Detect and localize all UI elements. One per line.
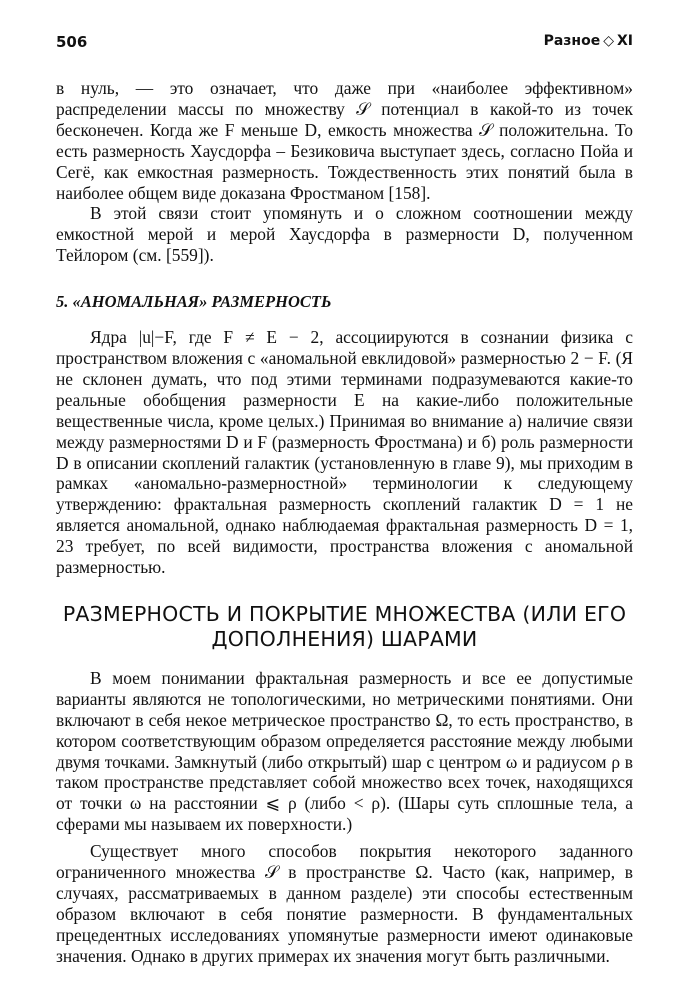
chapter-title-line-2: ДОПОЛНЕНИЯ) ШАРАМИ [211, 626, 478, 651]
section-heading: 5. «АНОМАЛЬНАЯ» РАЗМЕРНОСТЬ [56, 292, 332, 312]
running-title-text: Разное [543, 33, 601, 49]
paragraph-metric-notions: В моем понимании фрактальная размерность и все ее допустимые варианты являются не топологическими, но метрическими понятиями. Они включают в себя некое метрическое пространство Ω, то есть пространство, в котором соответствующим образом определяется расстояние между любыми двумя точками. Замкнутый (либо открытый) шар с центром ω и радиусом ρ в таком пространстве представляет собой множество всех точек, находящихся от точки ω на расстоянии ⩽ ρ (либо < ρ). (Шары суть сплошные тела, а сферами мы называем их поверхности.) [56, 667, 633, 835]
running-title [544, 33, 633, 49]
page-header [56, 33, 633, 55]
paragraph-taylor: В этой связи стоит упомянуть и о сложном соотношении между емкостной мерой и мерой Хаусдорфа в размерности D, полученном Тейлором (см. [559]). [56, 203, 633, 266]
chapter-number: XI [616, 33, 633, 49]
page-number: 506 [56, 33, 88, 51]
chapter-title [56, 602, 633, 652]
page-body [56, 78, 633, 967]
paragraph-continuation: в нуль, — это означает, что даже при «наиболее эффективном» распределении массы по множеству 𝒮 потенциал в какой-то из точек бесконечен. Когда же F меньше D, емкость множества 𝒮 положительна. То есть размерность Хаусдорфа – Безиковича выступает здесь, согласно Пойа и Сегё, как емкостная размерность. Тождественность этих понятий была в наиболее общем виде доказана Фростманом [158]. [56, 78, 633, 203]
diamond-icon: ◇ [603, 33, 614, 49]
paragraph-coverings: Существует много способов покрытия некоторого заданного ограниченного множества 𝒮 в пространстве Ω. Часто (как, например, в случаях, рассматриваемых в данном разделе) эти способы естественным образом включают в себя понятие размерности. В фундаментальных прецедентных исследованиях упомянутые размерности имеют одинаковые значения. Однако в других примерах их значения могут быть различными. [56, 841, 633, 966]
paragraph-anomalous-dimension: Ядра |u|−F, где F ≠ E − 2, ассоциируются в сознании физика с пространством вложения с «аномальной евклидовой» размерностью 2 − F. (Я не склонен думать, что под этими терминами подразумеваются какие-то реальные обобщения размерности E на какие-либо положительные вещественные числа, кроме целых.) Принимая во внимание а) наличие связи между размерностями D и F (размерность Фростмана) и б) роль размерности D в описании скоплений галактик (установленную в главе 9), мы приходим в рамках «аномально-размерностной» терминологии к следующему утверждению: фрактальная размерность скоплений галактик D = 1 не является аномальной, однако наблюдаемая фрактальная размерность D = 1, 23 требует, по всей видимости, пространства вложения с аномальной размерностью. [56, 327, 633, 578]
chapter-title-line-1: РАЗМЕРНОСТЬ И ПОКРЫТИЕ МНОЖЕСТВА (ИЛИ ЕГО [62, 601, 627, 626]
